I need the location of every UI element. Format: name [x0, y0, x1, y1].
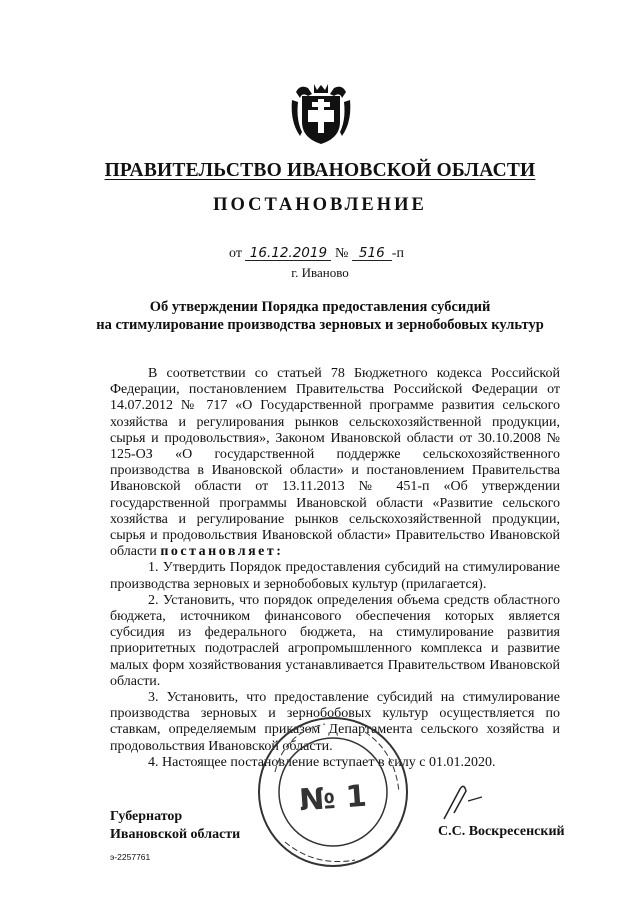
signatory-title-line-2: Ивановской области [110, 827, 241, 842]
signatory-name: С.С. Воскресенский [438, 824, 565, 839]
decree-word: постановляет: [160, 544, 284, 560]
document-subject [0, 298, 640, 334]
signatory-title-line-1: Губернатор [110, 809, 183, 824]
document-body [110, 366, 560, 771]
preamble-paragraph [110, 366, 560, 560]
handwritten-number: 516 [352, 246, 392, 261]
coat-of-arms-icon [288, 82, 354, 148]
document-type: ПОСТАНОВЛЕНИЕ [213, 195, 427, 215]
item-1: 1. Утвердить Порядок предоставления субсидий на стимулирование производства зерновых и зернобобовых культур (прилагается). [110, 560, 560, 592]
signatory-title [110, 808, 240, 844]
preamble-text: В соответствии со статьей 78 Бюджетного кодекса Российской Федерации, постановлением Правительства Российской Федерации от 14.07.2012 № 717 «О Государственной программе развития сельского хозяйства и регулирования рынков сельскохозяйственной продукции, сырья и продовольствия», Законом Ивановской области от 30.10.2008 № 125-ОЗ «О государственной поддержке сельскохозяйственного производства в Ивановской области» и постановлением Правительства Ивановской области от 13.11.2013 № 451-п «Об утверждении государственной программы Ивановской области «Развитие сельского хозяйства и регулирование рынков сельскохозяйственной продукции, сырья и продовольствия Ивановской области» Правительство Ивановской области [110, 366, 560, 560]
official-stamp [255, 712, 411, 872]
document-code: э-2257761 [110, 852, 151, 862]
subject-line-2: на стимулирование производства зерновых и зернобобовых культур [96, 317, 544, 333]
number-suffix: -п [391, 246, 404, 261]
item-2: 2. Установить, что порядок определения объема средств областного бюджета, источником финансового обеспечения которых является субсидия из федерального бюджета, на стимулирование развития приоритетных подотраслей агропромышленного комплекса и развитие малых форм хозяйствования устанавливается Правительством Ивановской области. [110, 592, 560, 689]
document-number-line [229, 246, 404, 262]
handwritten-date: 16.12.2019 [245, 246, 331, 261]
city: г. Иваново [291, 265, 349, 280]
government-title: ПРАВИТЕЛЬСТВО ИВАНОВСКОЙ ОБЛАСТИ [104, 160, 536, 181]
from-label: от [229, 246, 242, 261]
subject-line-1: Об утверждении Порядка предоставления субсидий [149, 299, 491, 315]
stamp-number: № 1 [298, 778, 368, 819]
handwritten-signature [430, 783, 500, 823]
number-label: № [334, 246, 349, 261]
item-4: 4. Настоящее постановление вступает в силу с 01.01.2020. [148, 754, 496, 770]
item-3: 3. Установить, что предоставление субсидий на стимулирование производства зерновых и зернобобовых культур осуществляется по ставкам, определяемым приказом Департамента сельского хозяйства и продовольствия Ивановской области. [110, 690, 560, 754]
